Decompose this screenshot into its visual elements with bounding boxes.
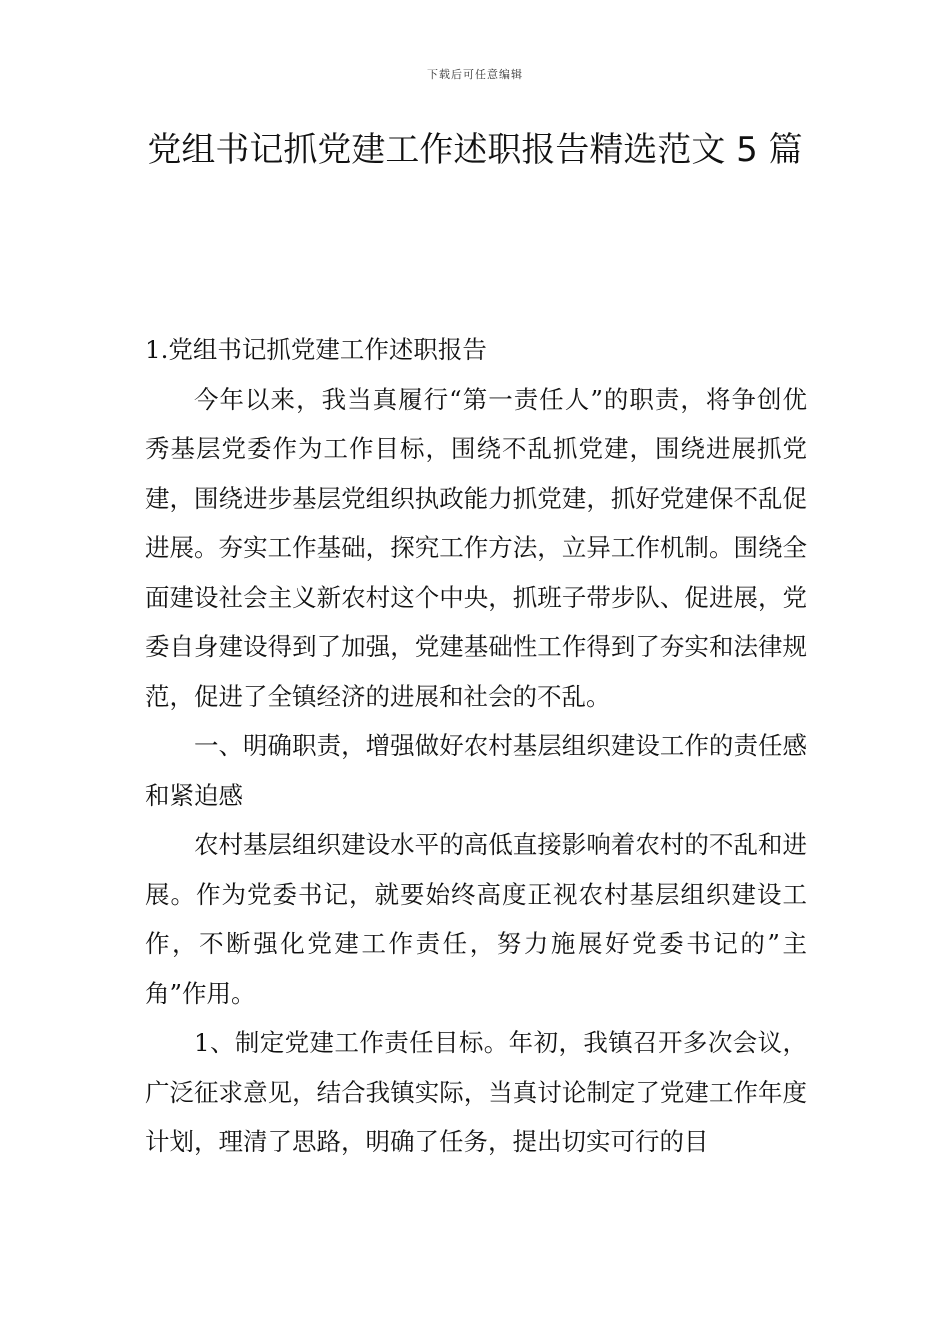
header-note: 下载后可任意编辑 bbox=[427, 68, 523, 81]
subsection-heading: 一、明确职责，增强做好农村基层组织建设工作的责任感和紧迫感 bbox=[145, 731, 807, 810]
paragraph: 农村基层组织建设水平的高低直接影响着农村的不乱和进展。作为党委书记，就要始终高度正视农村基层组织建设工作，不断强化党建工作责任，努力施展好党委书记的”主角”作用。 bbox=[145, 830, 807, 1008]
document-title: 党组书记抓党建工作述职报告精选范文 5 篇 bbox=[147, 130, 803, 170]
paragraph: 1、制定党建工作责任目标。年初，我镇召开多次会议，广泛征求意见，结合我镇实际，当真讨论制定了党建工作年度计划，理清了思路，明确了任务，提出切实可行的目 bbox=[145, 1028, 807, 1156]
document-body bbox=[145, 325, 807, 1167]
paragraph: 今年以来，我当真履行“第一责任人”的职责，将争创优秀基层党委作为工作目标，围绕不乱抓党建，围绕进展抓党建，围绕进步基层党组织执政能力抓党建，抓好党建保不乱促进展。夯实工作基础，探究工作方法，立异工作机制。围绕全面建设社会主义新农村这个中央，抓班子带步队、促进展，党委自身建设得到了加强，党建基础性工作得到了夯实和法律规范，促进了全镇经济的进展和社会的不乱。 bbox=[145, 384, 807, 711]
section-heading: 1.党组书记抓党建工作述职报告 bbox=[145, 335, 487, 364]
